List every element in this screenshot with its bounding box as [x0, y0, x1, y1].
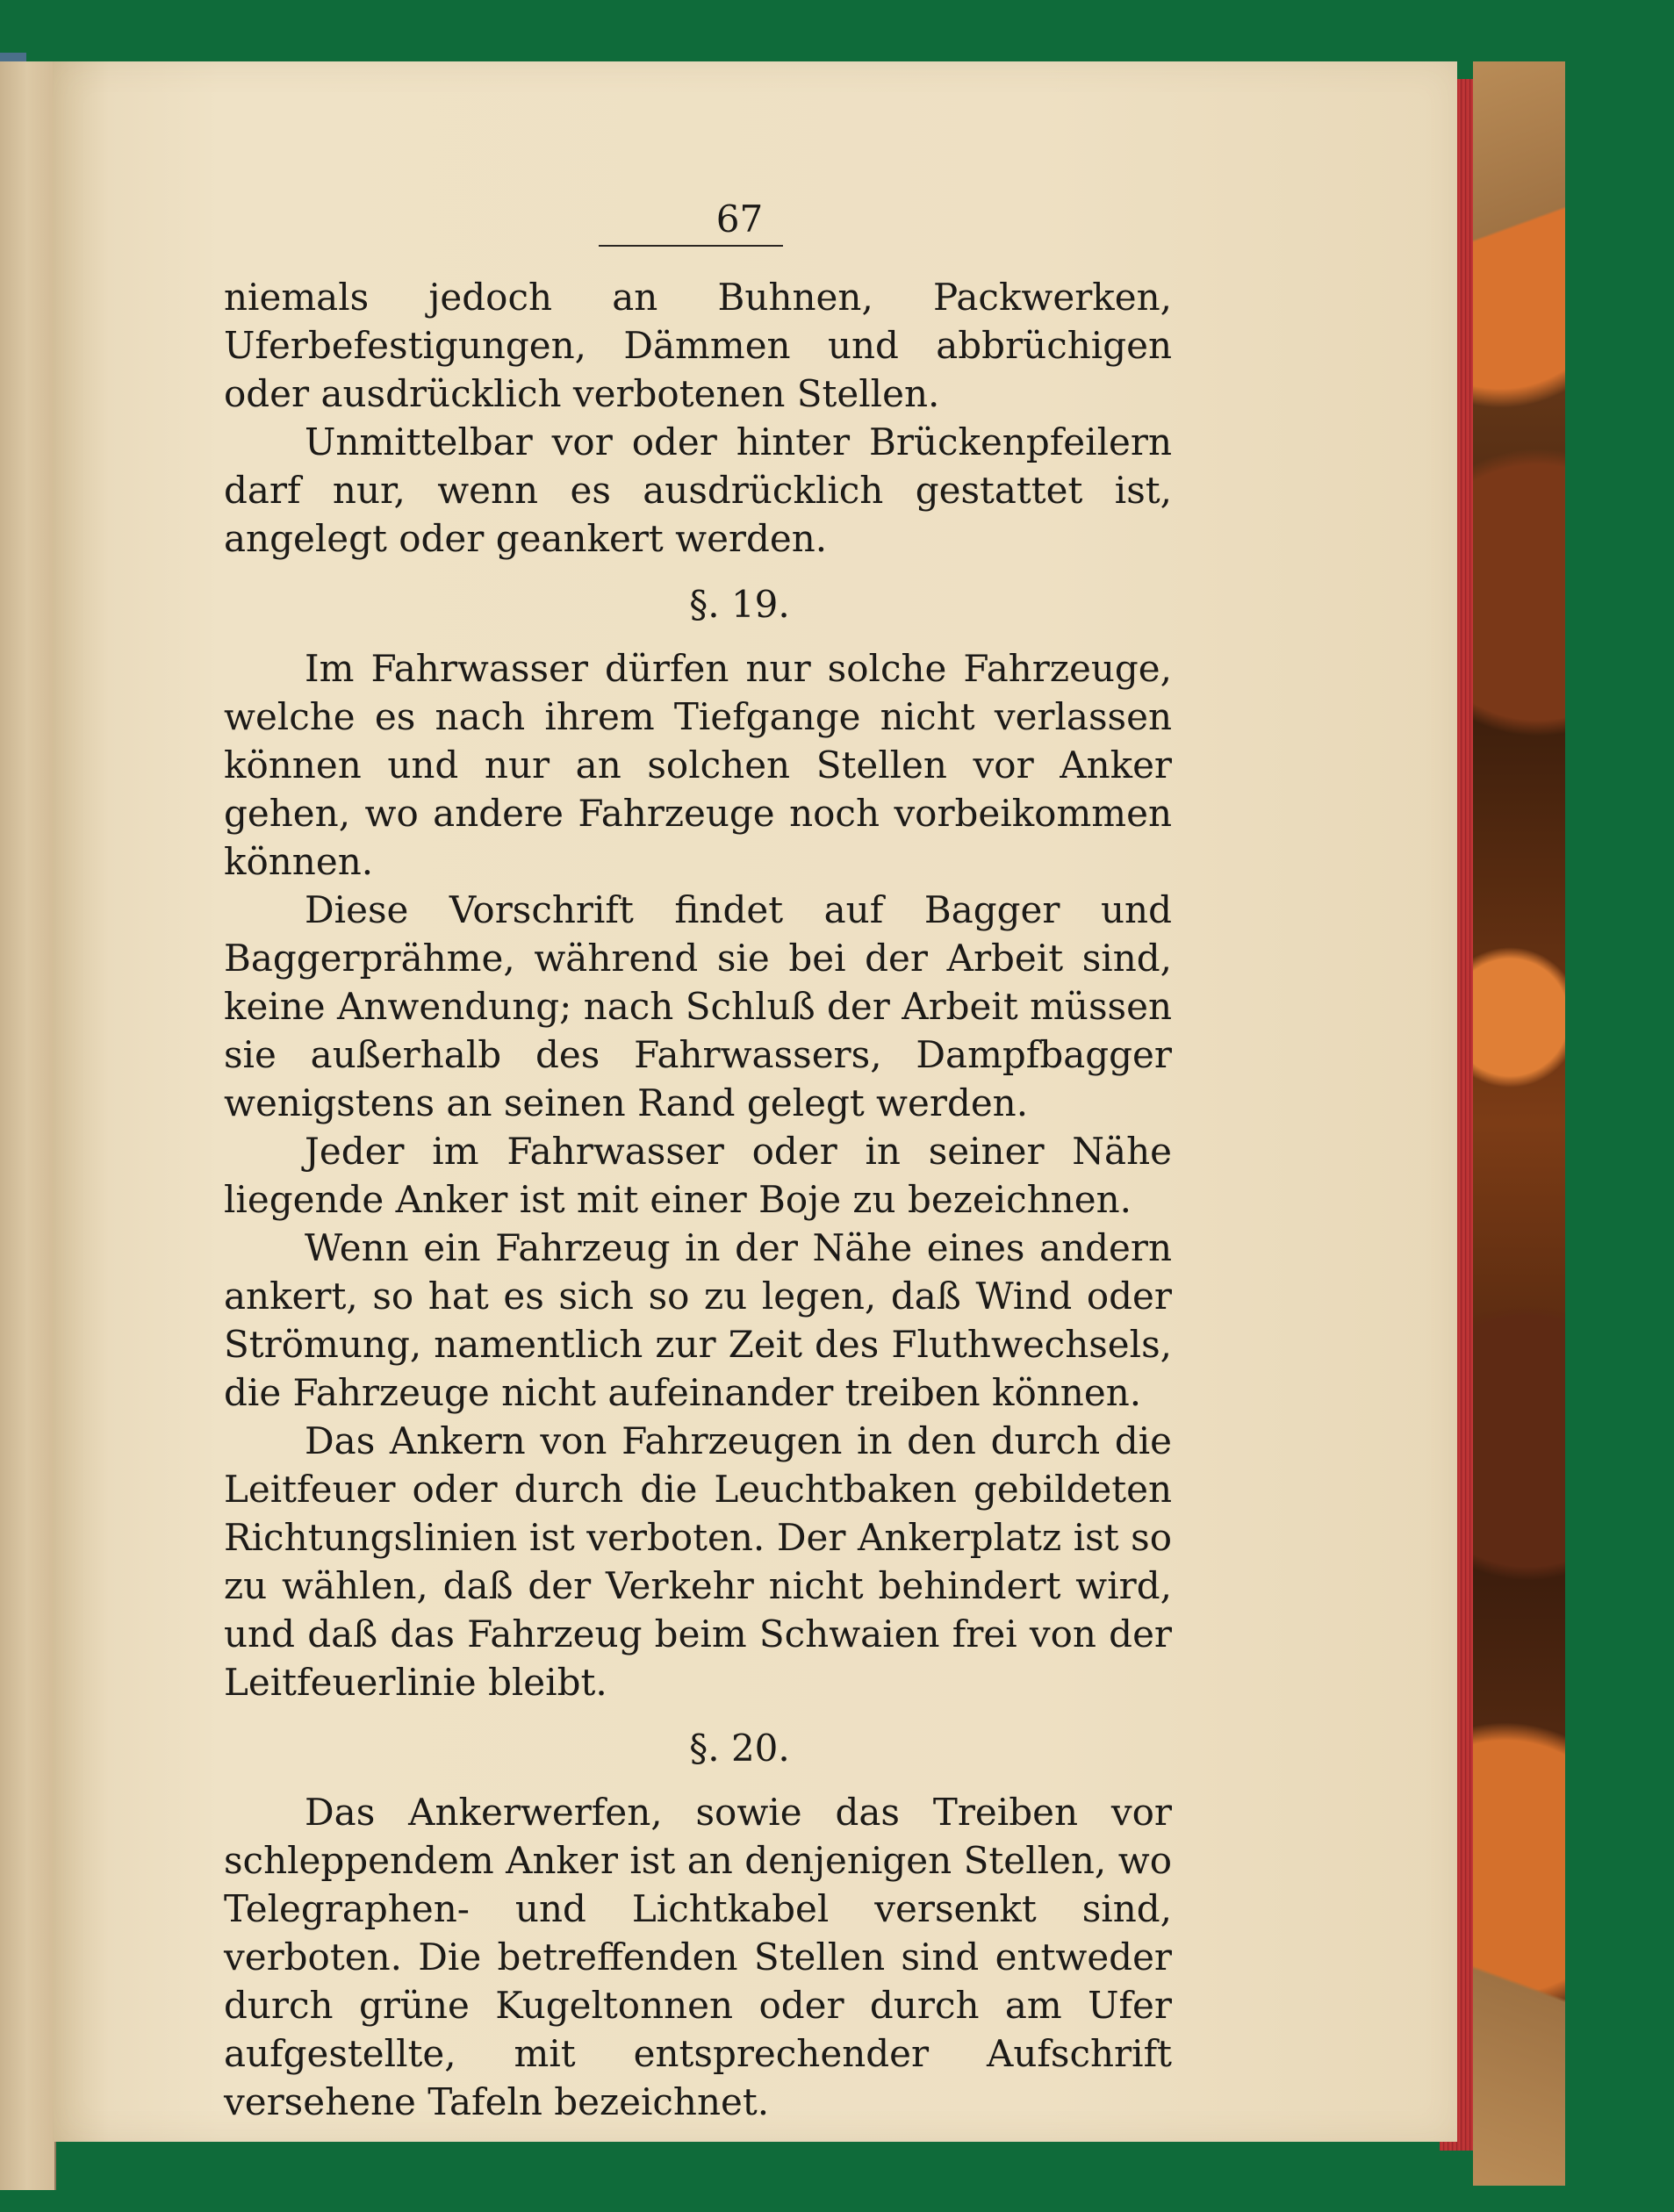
cover-corner-bottom [1473, 1826, 1565, 2186]
cover-corner-top [1473, 61, 1565, 325]
paragraph: Unmittelbar vor oder hinter Brückenpfeilern darf nur, wenn es ausdrücklich gestattet ist, angelegt oder geankert werden. [224, 420, 1172, 560]
header-rule [599, 245, 783, 247]
paragraph: Im Fahrwasser dürfen nur solche Fahrzeuge, welche es nach ihrem Tiefgange nicht verlassen können und nur an solchen Stellen vor Anker gehen, wo andere Fahrzeuge noch vorbeikommen können. [224, 647, 1172, 883]
left-page-edge [0, 61, 56, 2190]
paragraph: niemals jedoch an Buhnen, Packwerken, Uferbefestigungen, Dämmen und abbrüchigen oder ausdrücklich verbotenen Stellen. [224, 276, 1172, 415]
paragraph: Wenn ein Fahrzeug in der Nähe eines andern ankert, so hat es sich so zu legen, daß Wind oder Strömung, namentlich zur Zeit des Fluthwechsels, die Fahrzeuge nicht aufeinander treiben können. [224, 1226, 1172, 1414]
paragraph: Das Ankern von Fahrzeugen in den durch die Leitfeuer oder durch die Leuchtbaken gebildeten Richtungslinien ist verboten. Der Ankerplatz ist so zu wählen, daß der Verkehr nicht behindert wird, und daß das Fahrzeug beim Schwaien frei von der Leitfeuerlinie bleibt. [224, 1419, 1172, 1704]
paragraph: Das Ankerwerfen, sowie das Treiben vor schleppendem Anker ist an denjenigen Stellen, wo Telegraphen- und Lichtkabel versenkt sind, verboten. Die betreffenden Stellen sind entweder durch grüne Kugeltonnen oder durch am Ufer aufgestellte, mit entsprechender Aufschrift versehene Tafeln bezeichnet. [224, 1791, 1172, 2123]
paragraph: Diese Vorschrift findet auf Bagger und Baggerprähme, während sie bei der Arbeit sind, keine Anwendung; nach Schluß der Arbeit müssen sie außerhalb des Fahrwassers, Dampfbagger wenigstens an seinen Rand gelegt werden. [224, 888, 1172, 1124]
paragraph: Jeder im Fahrwasser oder in seiner Nähe liegende Anker ist mit einer Boje zu bezeichnen. [224, 1130, 1172, 1221]
page-text [224, 198, 1172, 2126]
page-number: 67 [715, 198, 764, 241]
section-heading-20: §. 20. [689, 1727, 790, 1770]
section-heading-19: §. 19. [689, 583, 790, 626]
